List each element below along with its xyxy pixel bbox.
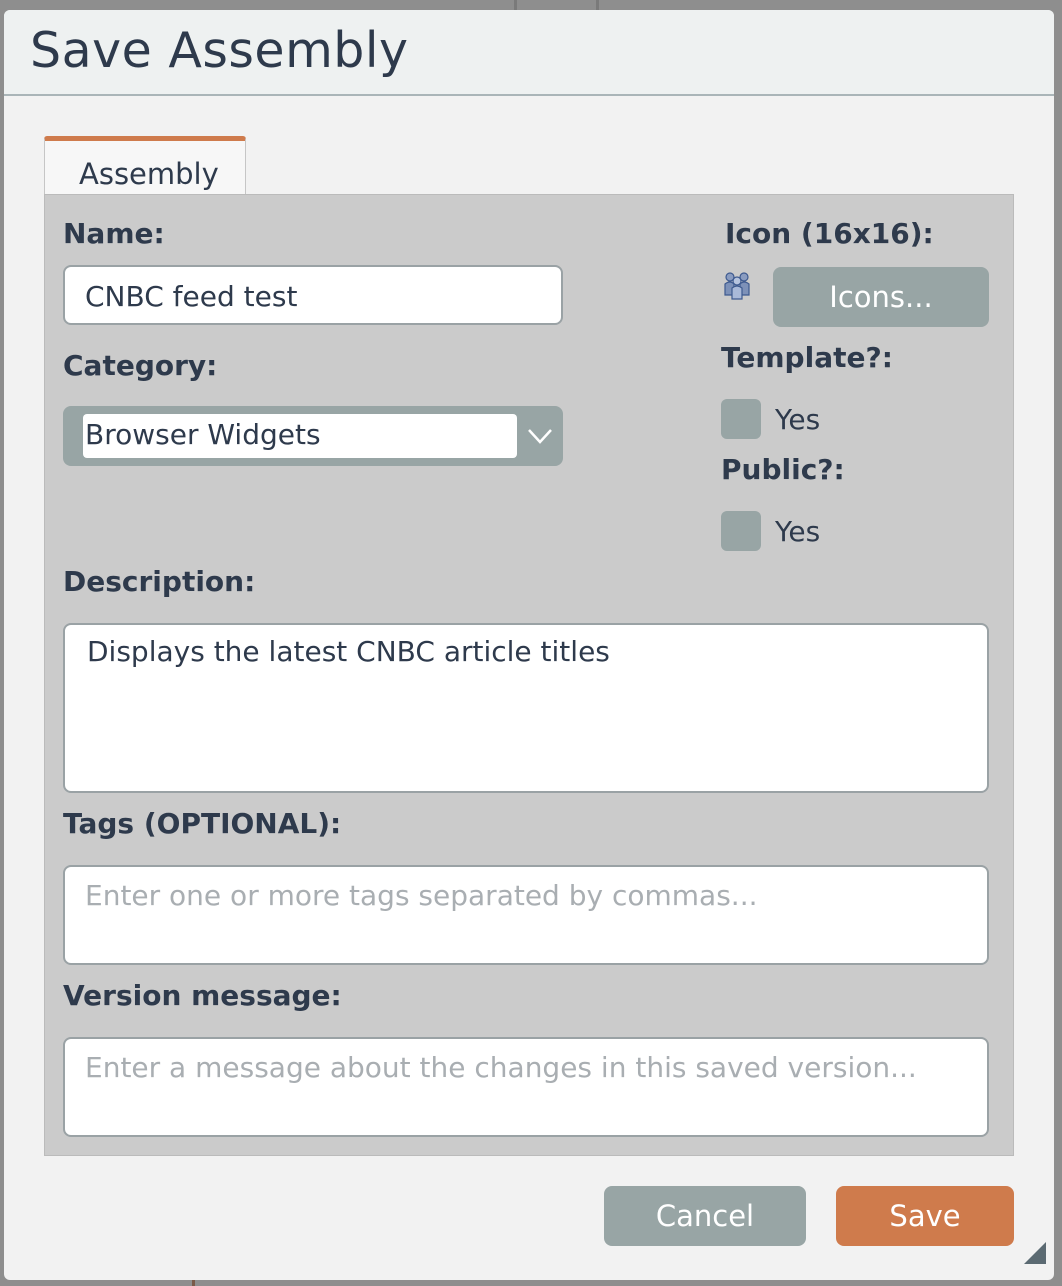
public-option-label: Yes: [775, 515, 821, 548]
tab-assembly[interactable]: [44, 136, 246, 194]
version-message-placeholder: Enter a message about the changes in this saved version...: [85, 1051, 917, 1084]
name-label: Name:: [63, 217, 165, 250]
assembly-panel: [44, 194, 1014, 1156]
category-select-box: [83, 414, 517, 458]
chevron-down-icon: [525, 424, 555, 448]
template-checkbox[interactable]: [721, 399, 761, 439]
resize-handle-icon[interactable]: [1024, 1242, 1046, 1264]
dialog-title: Save Assembly: [30, 22, 409, 79]
tab-assembly-label: Assembly: [79, 157, 219, 191]
icon-label: Icon (16x16):: [725, 217, 934, 250]
icons-button[interactable]: Icons...: [773, 267, 989, 327]
category-value: Browser Widgets: [85, 418, 321, 451]
save-assembly-dialog: [4, 10, 1054, 1280]
save-button[interactable]: Save: [836, 1186, 1014, 1246]
dialog-titlebar[interactable]: [4, 10, 1054, 96]
name-field[interactable]: [63, 265, 563, 325]
people-icon: [721, 269, 753, 301]
description-label: Description:: [63, 565, 256, 598]
version-message-label: Version message:: [63, 979, 342, 1012]
version-message-field[interactable]: [63, 1037, 989, 1137]
public-checkbox[interactable]: [721, 511, 761, 551]
public-label: Public?:: [721, 453, 845, 486]
tags-label: Tags (OPTIONAL):: [63, 807, 342, 840]
cancel-button[interactable]: Cancel: [604, 1186, 806, 1246]
description-value: Displays the latest CNBC article titles: [87, 635, 610, 668]
description-field[interactable]: [63, 623, 989, 793]
name-value: CNBC feed test: [85, 280, 298, 313]
template-label: Template?:: [721, 341, 893, 374]
template-option-label: Yes: [775, 403, 821, 436]
category-select[interactable]: [63, 406, 563, 466]
tags-placeholder: Enter one or more tags separated by commas...: [85, 879, 758, 912]
category-label: Category:: [63, 349, 218, 382]
tags-field[interactable]: [63, 865, 989, 965]
